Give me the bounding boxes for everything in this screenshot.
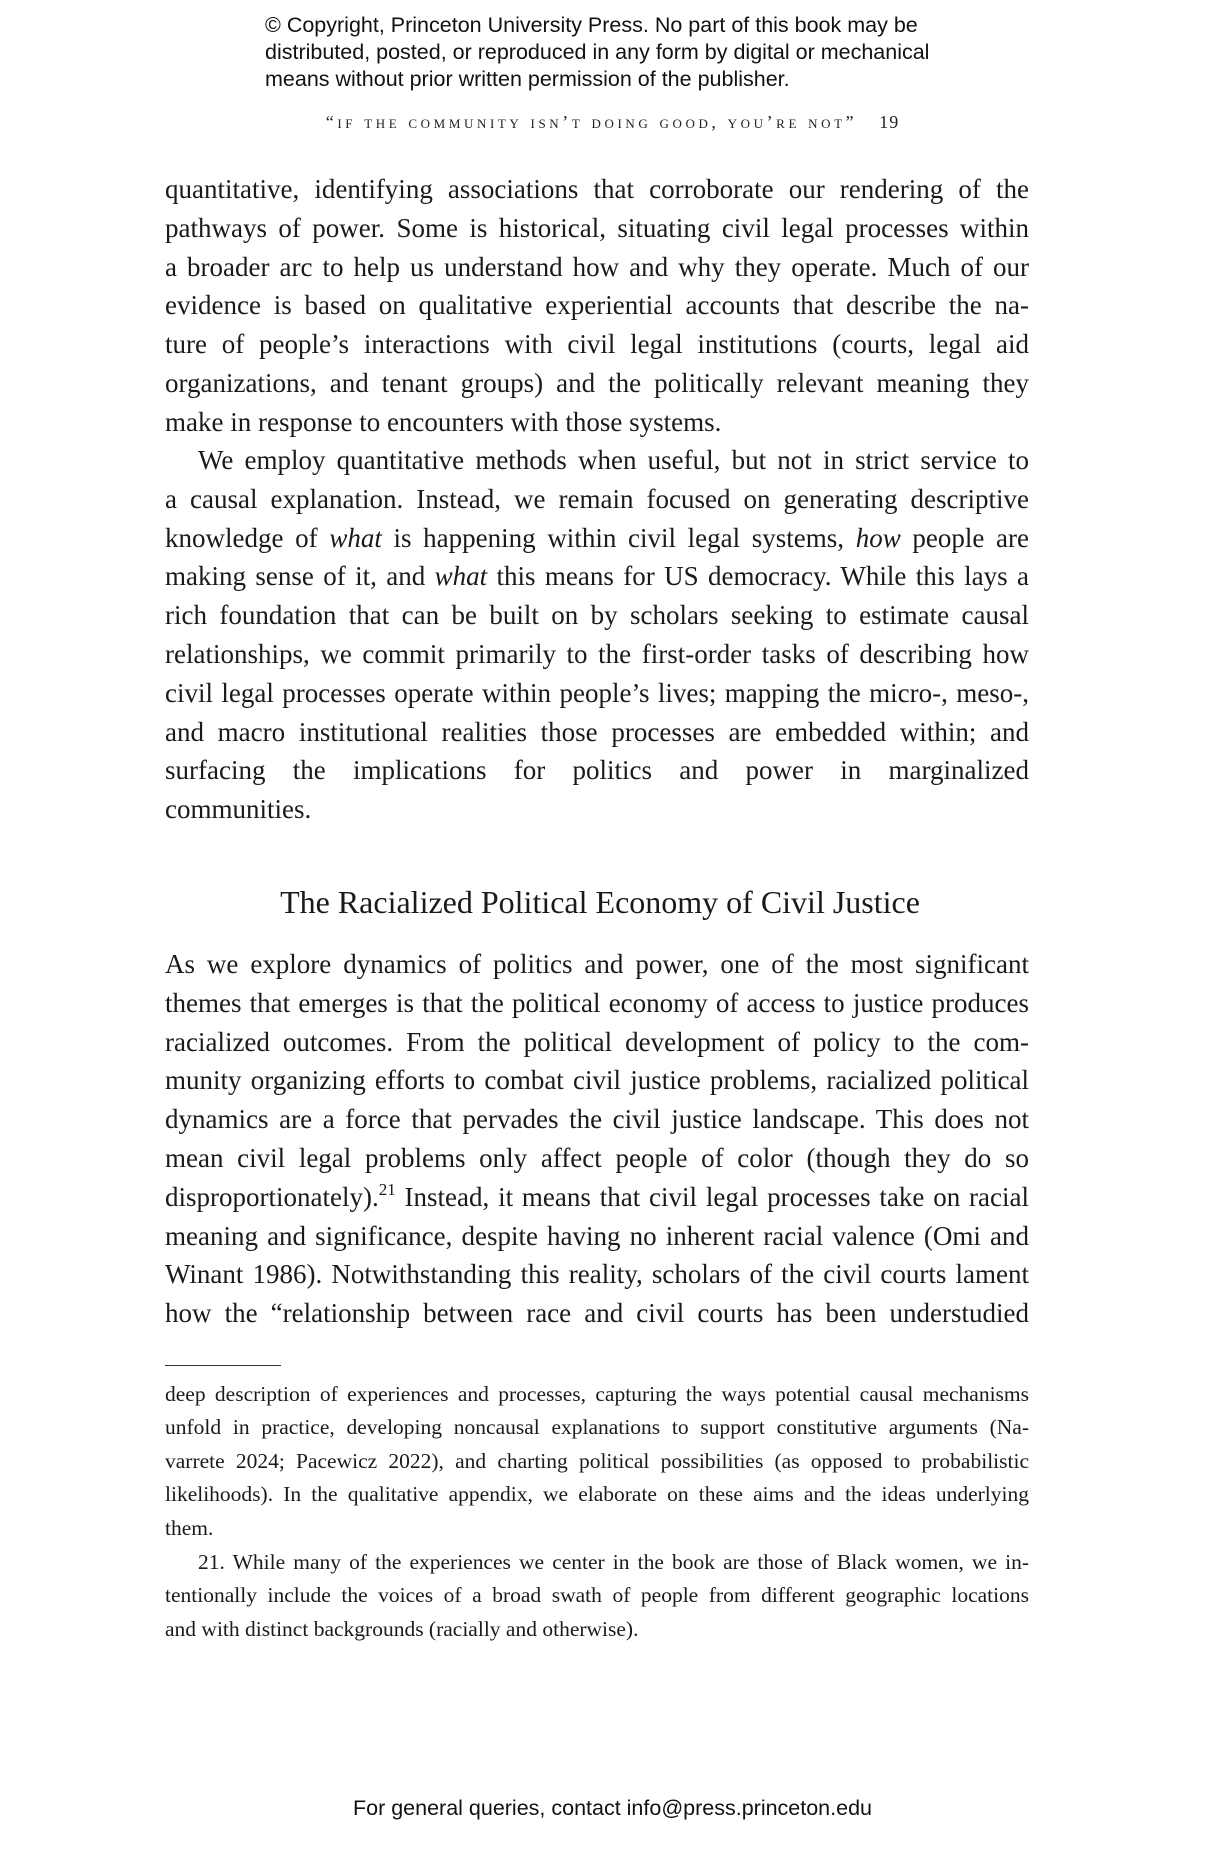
body-paragraph-2 — [165, 441, 1029, 829]
emphasis: what — [329, 522, 382, 553]
text-line: Winant 1986). Notwithstanding this reality, scholars of the civil courts lament — [165, 1259, 1029, 1290]
text-line: mean civil legal problems only affect people of color (though they do so — [165, 1142, 1029, 1173]
footnote-line: them. — [165, 1515, 214, 1540]
footnote-line: tentionally include the voices of a broad swath of people from different geographic locations — [165, 1583, 1029, 1608]
footnote-reference[interactable]: 21 — [378, 1179, 396, 1199]
text-line: ture of people’s interactions with civil legal institutions (courts, legal aid — [165, 329, 1029, 360]
text-run: knowledge of — [165, 522, 330, 553]
text-line: and macro institutional realities those processes are embedded within; and — [165, 716, 1029, 747]
emphasis: how — [855, 522, 901, 553]
text-line: munity organizing efforts to combat civil justice problems, racialized political — [165, 1065, 1029, 1096]
text-line: organizations, and tenant groups) and the politically relevant meaning they — [165, 367, 1029, 398]
footnote-continued — [165, 1378, 1029, 1545]
footnote-line: deep description of experiences and processes, capturing the ways potential causal mechanisms — [165, 1382, 1029, 1406]
footnote-line: unfold in practice, developing noncausal explanations to support constitutive arguments (Na- — [165, 1415, 1029, 1440]
footnote-line: 21. While many of the experiences we center in the book are those of Black women, we in- — [198, 1550, 1029, 1574]
footnote-line: likelihoods). In the qualitative appendix, we elaborate on these aims and the ideas underlying — [165, 1482, 1029, 1507]
text-line: surfacing the implications for politics and power in marginalized — [165, 755, 1029, 786]
text-run: people are — [900, 522, 1030, 553]
text-run: disproportionately). — [165, 1181, 379, 1212]
footnote-line: and with distinct backgrounds (racially and otherwise). — [165, 1616, 639, 1641]
body-paragraph-3 — [165, 945, 1029, 1333]
running-head — [0, 112, 1225, 133]
text-line: themes that emerges is that the political economy of access to justice produces — [165, 987, 1029, 1018]
text-run: making sense of it, and — [165, 561, 435, 592]
text-line: civil legal processes operate within people’s lives; mapping the micro-, meso-, — [165, 677, 1029, 708]
footnote-21 — [165, 1546, 1029, 1646]
copyright-line: © Copyright, Princeton University Press. No part of this book may be — [265, 13, 918, 37]
text-line — [165, 519, 1029, 558]
text-line: rich foundation that can be built on by scholars seeking to estimate causal — [165, 600, 1029, 631]
footnote-divider — [165, 1365, 281, 1366]
body-paragraph-1 — [165, 170, 1029, 442]
text-line: racialized outcomes. From the political development of policy to the com- — [165, 1026, 1029, 1057]
text-line: relationships, we commit primarily to the first-order tasks of describing how — [165, 638, 1029, 669]
text-line: make in response to encounters with those systems. — [165, 406, 722, 437]
text-line: a causal explanation. Instead, we remain focused on generating descriptive — [165, 483, 1029, 514]
copyright-notice — [265, 12, 985, 93]
text-line: pathways of power. Some is historical, situating civil legal processes within — [165, 212, 1029, 243]
text-line: meaning and significance, despite having no inherent racial valence (Omi and — [165, 1220, 1029, 1251]
text-line: how the “relationship between race and civil courts has been understudied — [165, 1298, 1029, 1329]
copyright-line: distributed, posted, or reproduced in any form by digital or mechanical — [265, 40, 930, 64]
text-line: quantitative, identifying associations that corroborate our rendering of the — [165, 174, 1029, 204]
text-line: a broader arc to help us understand how and why they operate. Much of our — [165, 251, 1029, 282]
running-head-title: “if the community isn’t doing good, you’re not” — [325, 112, 858, 132]
text-run: Instead, it means that civil legal processes take on racial — [395, 1181, 1029, 1212]
text-line: We employ quantitative methods when useful, but not in strict service to — [198, 445, 1029, 475]
page-number: 19 — [879, 112, 900, 132]
text-run: this means for US democracy. While this lays a — [487, 561, 1029, 592]
section-heading: The Racialized Political Economy of Civil Justice — [280, 884, 920, 920]
text-line: dynamics are a force that pervades the civil justice landscape. This does not — [165, 1104, 1029, 1135]
contact-notice: For general queries, contact info@press.princeton.edu — [352, 1796, 872, 1820]
text-line — [165, 557, 1029, 596]
text-line: evidence is based on qualitative experiential accounts that describe the na- — [165, 290, 1029, 321]
text-line: communities. — [165, 794, 312, 825]
text-line: As we explore dynamics of politics and power, one of the most significant — [165, 949, 1029, 979]
emphasis: what — [434, 561, 488, 592]
copyright-line: means without prior written permission of the publisher. — [265, 67, 790, 91]
text-run: is happening within civil legal systems, — [381, 522, 856, 553]
footnote-line: varrete 2024; Pacewicz 2022), and charting political possibilities (as opposed to probabilistic — [165, 1448, 1029, 1473]
text-line — [165, 1178, 1029, 1217]
